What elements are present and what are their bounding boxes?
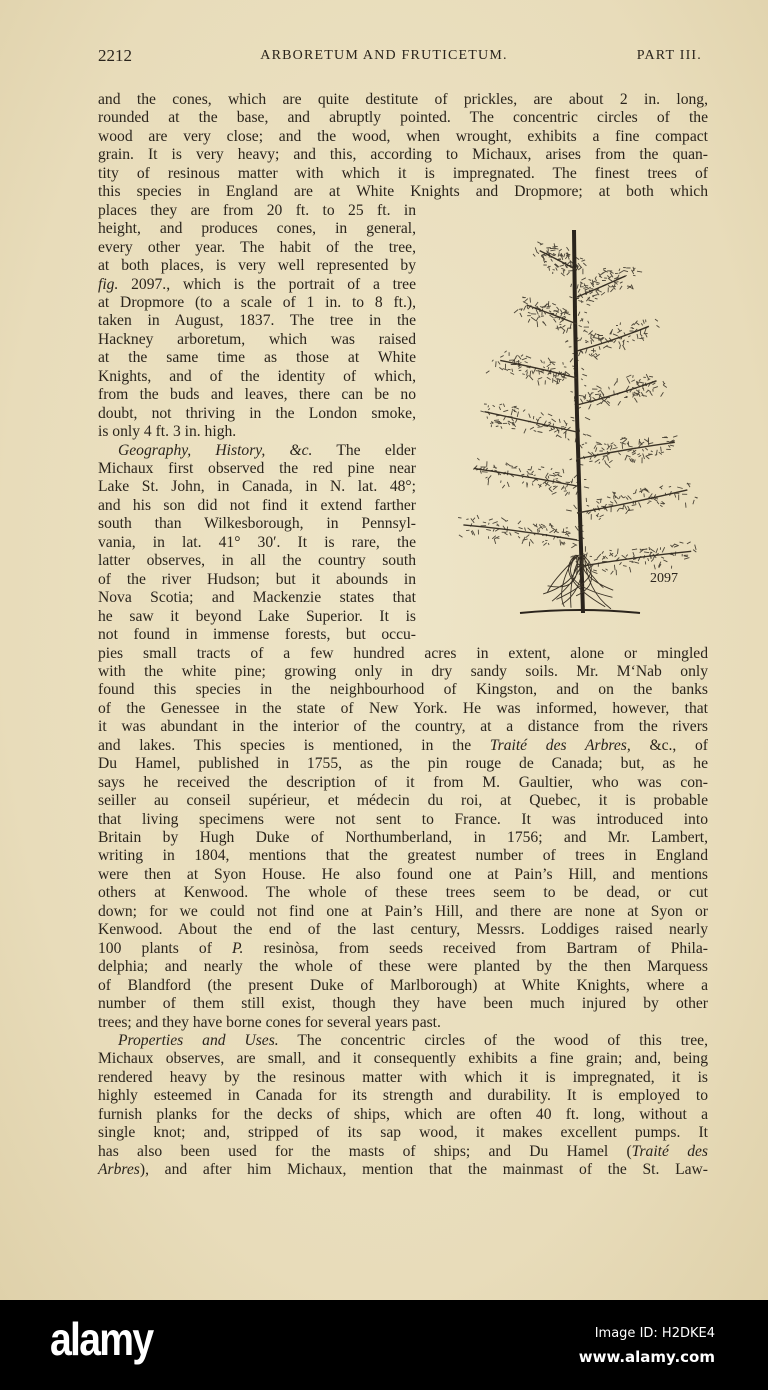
- text-line: [98, 774, 708, 792]
- text-span: he saw it beyond Lake Superior. It is: [98, 607, 416, 625]
- text-span: single knot; and, stripped of its sap wood, it makes excellent pumps. It: [98, 1124, 708, 1142]
- text-span: others at Kenwood. The whole of these trees seem to be dead, or cut: [98, 884, 708, 902]
- text-line: [98, 202, 416, 220]
- alamy-logo: alamy: [50, 1313, 153, 1365]
- text-line: [98, 645, 708, 663]
- text-line: [98, 276, 416, 294]
- watermark-banner: [0, 1300, 768, 1390]
- text-span: writing in 1804, mentions that the greatest number of trees in England: [98, 847, 708, 865]
- text-line: [98, 718, 708, 736]
- text-line: [98, 663, 708, 681]
- text-line: [98, 515, 416, 533]
- text-span: pies small tracts of a few hundred acres in extent, alone or mingled: [98, 644, 708, 662]
- text-span: grain. It is very heavy; and this, according to Michaux, arises from the quan-: [98, 146, 708, 164]
- text-span: The elder: [312, 441, 416, 459]
- text-span: of Blandford (the present Duke of Marlborough) at White Knights, where a: [98, 976, 708, 994]
- text-line: [98, 811, 708, 829]
- foliage: [569, 267, 642, 306]
- text-line: [98, 497, 416, 515]
- italic-text: P.: [232, 939, 244, 957]
- text-line: [98, 405, 416, 423]
- text-span: ), and after him Michaux, mention that the mainmast of the St. Law-: [139, 1161, 708, 1179]
- text-span: furnish planks for the decks of ships, which are often 40 ft. long, without a: [98, 1105, 708, 1123]
- text-span: resinòsa, from seeds received from Bartram of Phila-: [243, 939, 708, 957]
- text-span: taken in August, 1837. The tree in the: [98, 312, 416, 330]
- text-line: [98, 571, 416, 589]
- text-span: places they are from 20 ft. to 25 ft. in: [98, 201, 416, 219]
- text-line: [98, 977, 708, 995]
- text-span: of the river Hudson; but it abounds in: [98, 570, 416, 588]
- text-span: Kenwood. About the end of the last century, Messrs. Loddiges raised nearly: [98, 921, 708, 939]
- italic-text: Arbres: [98, 1161, 140, 1179]
- text-line: [98, 681, 708, 699]
- part-label: PART III.: [636, 48, 702, 63]
- text-span: it was abundant in the interior of the country, at a distance from the rivers: [98, 718, 708, 736]
- text-span: with the white pine; growing only in dry sandy soils. Mr. M‘Nab only: [98, 662, 708, 680]
- text-line: [98, 921, 708, 939]
- running-title: ARBORETUM AND FRUTICETUM.: [260, 48, 508, 63]
- text-line: [98, 312, 416, 330]
- text-span: and his son did not find it extend farther: [98, 496, 416, 514]
- text-span: says he received the description of it from M. Gaultier, who was con-: [98, 773, 708, 791]
- text-span: Britain by Hugh Duke of Northumberland, in 1756; and Mr. Lambert,: [98, 829, 708, 846]
- text-line: [98, 109, 708, 127]
- text-line: [98, 423, 416, 441]
- website-link: www.alamy.com: [578, 1348, 715, 1366]
- text-span: doubt, not thriving in the London smoke,: [98, 404, 416, 422]
- text-span: Hackney arboretum, which was raised: [98, 330, 416, 348]
- figure-number: 2097: [650, 571, 678, 586]
- text-span: vania, in lat. 41° 30′. It is rare, the: [98, 533, 416, 551]
- text-span: Du Hamel, published in 1755, as the pin rouge de Canada; but, as he: [98, 755, 708, 773]
- italic-text: Traité des: [631, 1142, 708, 1160]
- text-span: this species in England are at White Knights and Dropmore; at both which: [98, 183, 708, 201]
- text-span: Michaux first observed the red pine near: [98, 460, 416, 477]
- text-span: at the same time as those at White: [98, 349, 416, 367]
- foliage: [458, 515, 585, 552]
- text-span: from the buds and leaves, there can be no: [98, 386, 416, 404]
- text-span: The concentric circles of the wood of this tree,: [278, 1031, 708, 1049]
- branch: [463, 525, 577, 540]
- text-line: [98, 884, 708, 902]
- text-line: [98, 534, 416, 552]
- text-span: at Dropmore (to a scale of 1 in. to 8 ft.),: [98, 293, 416, 311]
- text-span: every other year. The habit of the tree,: [98, 238, 416, 256]
- text-line: [98, 460, 416, 478]
- text-span: Nova Scotia; and Mackenzie states that: [98, 589, 416, 607]
- text-line: [98, 589, 416, 607]
- text-line: [98, 866, 708, 884]
- text-line: [98, 995, 708, 1013]
- text-line: [98, 183, 708, 201]
- text-span: of the Genessee in the state of New York. He was informed, however, that: [98, 699, 708, 717]
- text-span: latter observes, in all the country south: [98, 552, 416, 570]
- foliage: [566, 483, 698, 520]
- text-span: wood are very close; and the wood, when wrought, exhibits a fine compact: [98, 127, 708, 145]
- text-line: [98, 958, 708, 976]
- text-span: that living specimens were not sent to France. It was introduced into: [98, 810, 708, 828]
- text-line: [98, 1069, 708, 1087]
- text-line: [98, 940, 708, 958]
- text-line: [98, 349, 416, 367]
- text-line: [98, 700, 708, 718]
- text-span: seiller au conseil supérieur, et médecin du roi, at Quebec, it is probable: [98, 792, 708, 810]
- text-span: tity of resinous matter with which it is impregnated. The finest trees of: [98, 164, 708, 182]
- branch: [577, 442, 675, 459]
- text-line: [98, 294, 416, 312]
- text-line: [98, 847, 708, 865]
- page-number: 2212: [98, 46, 132, 65]
- text-span: down; for we could not find one at Pain’s Hill, and there are none at Syon or: [98, 902, 708, 920]
- italic-text: Geography, History, &c.: [118, 441, 313, 459]
- text-line: [98, 1124, 708, 1142]
- foliage: [571, 374, 667, 409]
- text-span: delphia; and nearly the whole of these were planted by the then Marquess: [98, 958, 708, 976]
- text-line: [98, 146, 708, 164]
- text-line: [98, 1161, 708, 1179]
- text-line: [98, 91, 708, 109]
- text-line: [98, 1014, 708, 1032]
- text-line: [98, 792, 708, 810]
- text-span: is only 4 ft. 3 in. high.: [98, 423, 237, 441]
- text-line: [98, 552, 416, 570]
- italic-text: Properties and Uses.: [118, 1031, 279, 1049]
- text-span: not found in immense forests, but occu-: [98, 626, 416, 644]
- tree-illustration: [440, 215, 700, 625]
- ground-line: [520, 610, 640, 613]
- text-span: and lakes. This species is mentioned, in the: [98, 736, 490, 754]
- text-line: [98, 608, 416, 626]
- text-line: [98, 239, 416, 257]
- text-span: Lake St. John, in Canada, in N. lat. 48°;: [98, 478, 416, 496]
- italic-text: Traité des Arbres: [489, 736, 627, 754]
- text-span: has also been used for the masts of ships; and Du Hamel (: [98, 1142, 632, 1160]
- text-line: [98, 1087, 708, 1105]
- text-line: [98, 1050, 708, 1068]
- text-span: were then at Syon House. He also found one at Pain’s Hill, and mentions: [98, 865, 708, 883]
- text-span: rendered heavy by the resinous matter with which it is impregnated, it is: [98, 1068, 708, 1086]
- text-line: [118, 1032, 708, 1050]
- text-span: 2097., which is the portrait of a tree: [118, 275, 416, 293]
- text-line: [98, 478, 416, 496]
- foliage: [514, 297, 589, 334]
- text-span: , &c., of: [626, 736, 708, 754]
- text-line: [98, 737, 708, 755]
- text-span: south than Wilkesborough, in Pennsyl-: [98, 515, 416, 533]
- text-span: highly esteemed in Canada for its strength and durability. It is employed to: [98, 1087, 708, 1105]
- text-span: and the cones, which are quite destitute of prickles, are about 2 in. long,: [98, 91, 708, 108]
- text-line: [98, 755, 708, 773]
- text-span: rounded at the base, and abruptly pointed. The concentric circles of the: [98, 109, 708, 127]
- foliage: [570, 436, 678, 468]
- text-line: [98, 1143, 708, 1161]
- text-line: [98, 829, 708, 847]
- text-span: height, and produces cones, in general,: [98, 220, 416, 238]
- text-span: found this species in the neighbourhood of Kingston, and on the banks: [98, 681, 708, 699]
- italic-text: fig.: [98, 275, 119, 293]
- text-line: [98, 128, 708, 146]
- text-line: [98, 903, 708, 921]
- text-line: [98, 626, 416, 644]
- text-span: 100 plants of: [98, 939, 233, 957]
- text-span: trees; and they have borne cones for several years past.: [98, 1013, 441, 1031]
- text-line: [98, 257, 416, 275]
- text-span: Knights, and of the identity of which,: [98, 367, 416, 385]
- text-line: [98, 368, 416, 386]
- image-id: Image ID: H2DKE4: [594, 1326, 715, 1341]
- text-line: [98, 331, 416, 349]
- text-line: [98, 220, 416, 238]
- text-span: number of them still exist, though they have been much injured by other: [98, 995, 708, 1013]
- text-line: [98, 386, 416, 404]
- text-span: Michaux observes, are small, and it consequently exhibits a fine grain; and, being: [98, 1050, 708, 1068]
- text-line: [118, 442, 416, 460]
- text-line: [98, 1106, 708, 1124]
- text-line: [98, 165, 708, 183]
- text-span: at both places, is very well represented by: [98, 257, 416, 275]
